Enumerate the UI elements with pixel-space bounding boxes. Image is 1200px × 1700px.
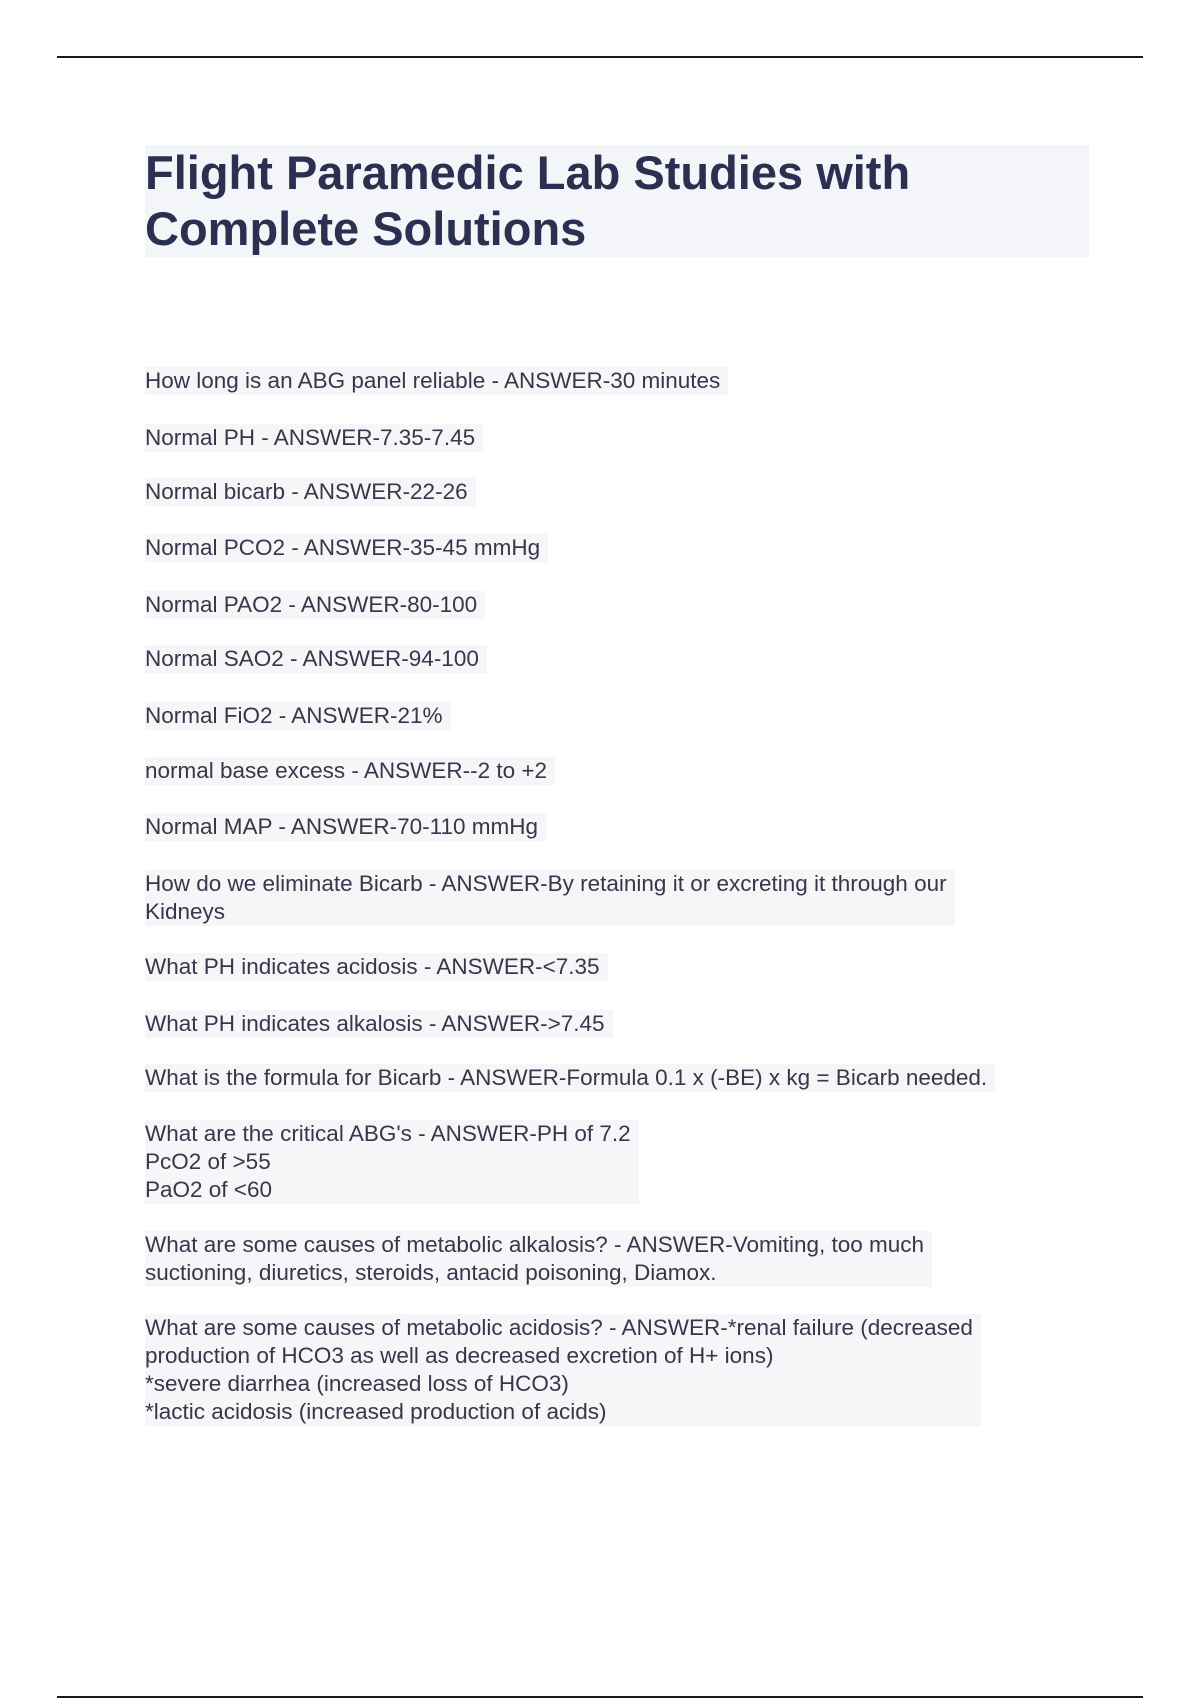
qa-item: Normal PCO2 - ANSWER-35-45 mmHg	[145, 534, 548, 562]
document-title: Flight Paramedic Lab Studies with Complete Solutions	[145, 146, 911, 255]
qa-item: What is the formula for Bicarb - ANSWER-Formula 0.1 x (-BE) x kg = Bicarb needed.	[145, 1064, 995, 1092]
qa-item: Normal FiO2 - ANSWER-21%	[145, 702, 451, 730]
qa-item: How do we eliminate Bicarb - ANSWER-By retaining it or excreting it through our Kidneys	[145, 870, 955, 926]
qa-item: What are some causes of metabolic acidosis? - ANSWER-*renal failure (decreased production of HCO3 as well as decreased excretion of H+ ions) *severe diarrhea (increased loss of HCO3) *lactic acidosis (increased production of acids)	[145, 1314, 981, 1426]
qa-item: How long is an ABG panel reliable - ANSWER-30 minutes	[145, 367, 728, 395]
title-block	[145, 145, 1089, 257]
bottom-divider	[57, 1696, 1143, 1698]
qa-item: Normal PH - ANSWER-7.35-7.45	[145, 424, 483, 452]
top-divider	[57, 56, 1143, 58]
qa-item: What PH indicates acidosis - ANSWER-<7.35	[145, 953, 608, 981]
qa-item: What PH indicates alkalosis - ANSWER->7.45	[145, 1010, 613, 1038]
qa-item: Normal MAP - ANSWER-70-110 mmHg	[145, 813, 546, 841]
qa-item: normal base excess - ANSWER--2 to +2	[145, 757, 555, 785]
qa-item: Normal PAO2 - ANSWER-80-100	[145, 591, 485, 619]
qa-item: What are the critical ABG's - ANSWER-PH of 7.2 PcO2 of >55 PaO2 of <60	[145, 1120, 639, 1204]
qa-item: What are some causes of metabolic alkalosis? - ANSWER-Vomiting, too much suctioning, diuretics, steroids, antacid poisoning, Diamox.	[145, 1231, 932, 1287]
qa-item: Normal bicarb - ANSWER-22-26	[145, 478, 476, 506]
qa-item: Normal SAO2 - ANSWER-94-100	[145, 645, 487, 673]
